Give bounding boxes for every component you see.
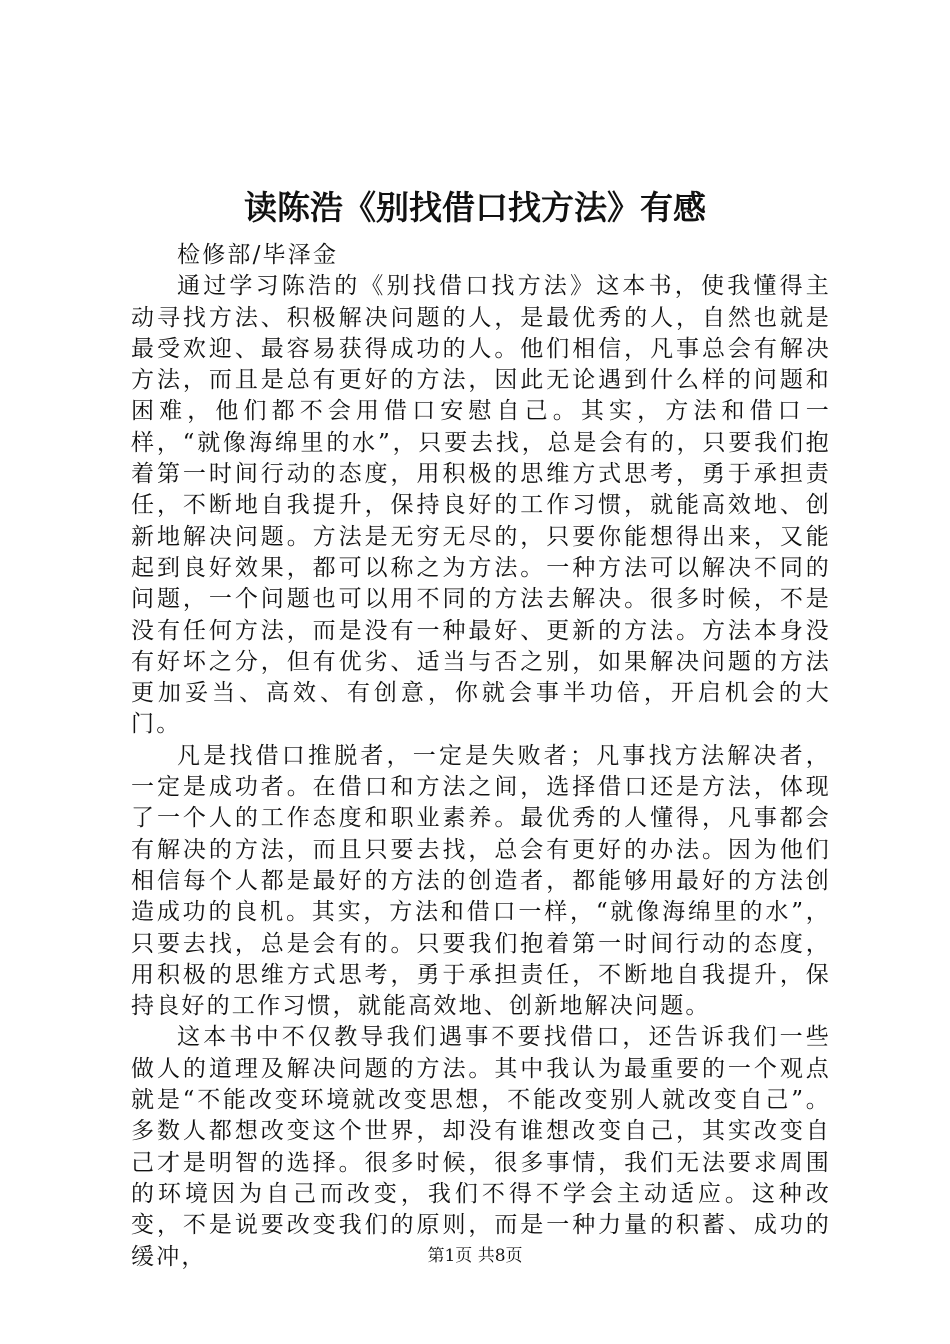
document-title: 读陈浩《别找借口找方法》有感 bbox=[244, 188, 706, 227]
document-body bbox=[131, 240, 831, 1273]
paragraph-3: 这本书中不仅教导我们遇事不要找借口，还告诉我们一些做人的道理及解决问题的方法。其中我认为最重要的一个观点就是“不能改变环境就改变思想，不能改变别人就改变自己”。多数人都想改变这个世界，却没有谁想改变自己，其实改变自己才是明智的选择。很多时候，很多事情，我们无法要求周围的环境因为自己而改变，我们不得不学会主动适应。这种改变，不是说要改变我们的原则，而是一种力量的积蓄、成功的缓冲， bbox=[131, 1024, 831, 1270]
paragraph-2: 凡是找借口推脱者，一定是失败者；凡事找方法解决者，一定是成功者。在借口和方法之间，选择借口还是方法，体现了一个人的工作态度和职业素养。最优秀的人懂得，凡事都会有解决的方法，而且只要去找，总会有更好的办法。因为他们相信每个人都是最好的方法的创造者，都能够用最好的方法创造成功的良机。其实，方法和借口一样，“就像海绵里的水”，只要去找，总是会有的。只要我们抱着第一时间行动的态度，用积极的思维方式思考，勇于承担责任，不断地自我提升，保持良好的工作习惯，就能高效地、创新地解决问题。 bbox=[131, 742, 831, 1020]
page-footer: 第1页 共8页 bbox=[427, 1246, 523, 1266]
paragraph-1: 通过学习陈浩的《别找借口找方法》这本书，使我懂得主动寻找方法、积极解决问题的人，是最优秀的人，自然也就是最受欢迎、最容易获得成功的人。他们相信，凡事总会有解决方法，而且是总有更好的方法，因此无论遇到什么样的问题和困难，他们都不会用借口安慰自己。其实，方法和借口一样，“就像海绵里的水”，只要去找，总是会有的，只要我们抱着第一时间行动的态度，用积极的思维方式思考，勇于承担责任，不断地自我提升，保持良好的工作习惯，就能高效地、创新地解决问题。方法是无穷无尽的，只要你能想得出来，又能起到良好效果，都可以称之为方法。一种方法可以解决不同的问题，一个问题也可以用不同的方法去解决。很多时候，不是没有任何方法，而是没有一种最好、更新的方法。方法本身没有好坏之分，但有优劣、适当与否之别，如果解决问题的方法更加妥当、高效、有创意，你就会事半功倍，开启机会的大门。 bbox=[131, 273, 831, 738]
author-line: 检修部/毕泽金 bbox=[177, 242, 339, 268]
